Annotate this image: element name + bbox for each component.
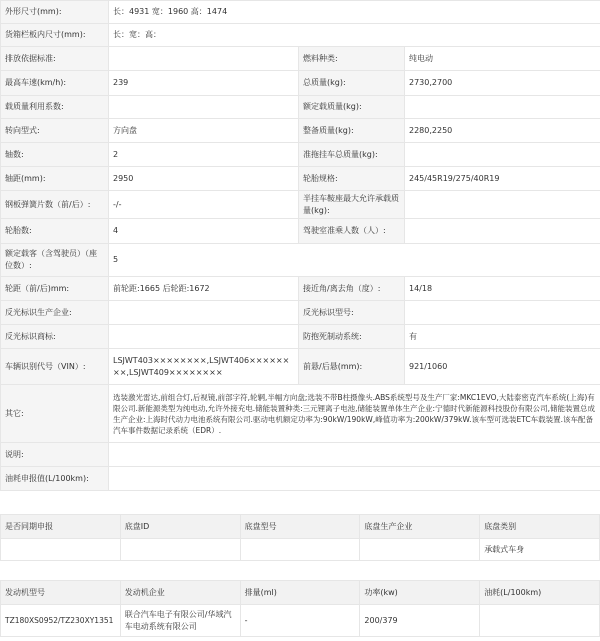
- spec-row: [1, 1, 600, 24]
- overhang-value: 921/1060: [405, 349, 600, 385]
- fuel-type-value: 纯电动: [405, 47, 600, 71]
- fuel-consumption-label: 油耗申报值(L/100km):: [1, 467, 109, 491]
- chassis-header-cell: 是否同期申报: [1, 515, 121, 539]
- reflector-maker-label: 反光标识生产企业:: [1, 301, 109, 325]
- engine-cell: TZ180XS0952/TZ230XY1351: [1, 605, 121, 637]
- semi-trailer-saddle-value: [405, 191, 600, 219]
- spec-row: [1, 301, 600, 325]
- spec-row: [1, 219, 600, 244]
- spec-row: [1, 167, 600, 191]
- exterior-size-value: 长：4931 宽：1960 高：1474: [109, 1, 600, 24]
- wheelbase-value: 2950: [109, 167, 299, 191]
- spec-row: [1, 277, 600, 301]
- reflector-brand-value: [109, 325, 299, 349]
- cab-passengers-value: [405, 219, 600, 244]
- exterior-size-label: 外形尺寸(mm):: [1, 1, 109, 24]
- approach-angle-label: 接近角/离去角（度）:: [299, 277, 405, 301]
- spec-row: [1, 71, 600, 96]
- cargo-box-size-label: 货箱栏板内尺寸(mm):: [1, 24, 109, 47]
- notes-label: 说明:: [1, 443, 109, 467]
- fuel-type-label: 燃料种类:: [299, 47, 405, 71]
- reflector-model-value: [405, 301, 600, 325]
- engine-data-row: [1, 605, 600, 637]
- reflector-brand-label: 反光标识商标:: [1, 325, 109, 349]
- rated-passengers-label: 额定载客（含驾驶员）（座位数）:: [1, 244, 109, 277]
- chassis-cell: [1, 539, 121, 561]
- spec-row: [1, 385, 600, 443]
- trailer-mass-value: [405, 143, 600, 167]
- wheelbase-label: 轴距(mm):: [1, 167, 109, 191]
- spec-row: [1, 143, 600, 167]
- tire-spec-value: 245/45R19/275/40R19: [405, 167, 600, 191]
- cargo-box-size-value: 长：宽：高：: [109, 24, 600, 47]
- vin-value: LSJWT403××××××××,LSJWT406××××××××,LSJWT409××××××××: [109, 349, 299, 385]
- steering-value: 方向盘: [109, 119, 299, 143]
- chassis-header-row: [1, 515, 600, 539]
- engine-cell: 200/379: [360, 605, 480, 637]
- curb-mass-value: 2280,2250: [405, 119, 600, 143]
- steering-label: 转向型式:: [1, 119, 109, 143]
- leaf-springs-value: -/-: [109, 191, 299, 219]
- spec-row: [1, 119, 600, 143]
- chassis-header-cell: 底盘类别: [480, 515, 600, 539]
- emission-standard-value: [109, 47, 299, 71]
- spec-row: [1, 244, 600, 277]
- other-label: 其它:: [1, 385, 109, 443]
- engine-header-cell: 发动机型号: [1, 581, 121, 605]
- vin-label: 车辆识别代号（VIN）:: [1, 349, 109, 385]
- chassis-cell: [240, 539, 360, 561]
- spec-row: [1, 24, 600, 47]
- engine-cell: -: [240, 605, 360, 637]
- chassis-table: [0, 514, 600, 561]
- max-speed-label: 最高车速(km/h):: [1, 71, 109, 96]
- spec-row: [1, 467, 600, 491]
- spec-row: [1, 191, 600, 219]
- gross-mass-label: 总质量(kg):: [299, 71, 405, 96]
- abs-value: 有: [405, 325, 600, 349]
- engine-table: [0, 580, 600, 637]
- rated-load-value: [405, 96, 600, 119]
- track-label: 轮距（前/后)mm:: [1, 277, 109, 301]
- max-speed-value: 239: [109, 71, 299, 96]
- rated-passengers-value: 5: [109, 244, 600, 277]
- load-utilization-value: [109, 96, 299, 119]
- tire-count-value: 4: [109, 219, 299, 244]
- spec-row: [1, 47, 600, 71]
- leaf-springs-label: 钢板弹簧片数（前/后）:: [1, 191, 109, 219]
- notes-value: [109, 443, 600, 467]
- engine-cell: 联合汽车电子有限公司/华域汽车电动系统有限公司: [120, 605, 240, 637]
- reflector-model-label: 反光标识型号:: [299, 301, 405, 325]
- chassis-header-cell: 底盘型号: [240, 515, 360, 539]
- semi-trailer-saddle-label: 半挂车鞍座最大允许承载质量(kg):: [299, 191, 405, 219]
- chassis-cell: [360, 539, 480, 561]
- chassis-data-row: [1, 539, 600, 561]
- fuel-consumption-value: [109, 467, 600, 491]
- spec-row: [1, 349, 600, 385]
- emission-standard-label: 排放依据标准:: [1, 47, 109, 71]
- engine-header-cell: 油耗(L/100km): [480, 581, 600, 605]
- other-value: 选装激光雷达,前组合灯,后视镜,前部字符,轮辋,半幅方向盘;选装不带B柱摄像头.ABS系统型号及生产厂家:MKC1EVO,大陆泰密克汽车系统(上海)有限公司.新能源类型为纯电动,允许外接充电.储能装置种类:三元锂离子电池,储能装置单体生产企业:宁德时代新能源科技股份有限公司,储能装置总成生产企业:上海时代动力电池系统有限公司.驱动电机额定功率为:90kW/190kW,峰值功率为:200kW/379kW.该车型可选装ETC车载装置.该车配备汽车事件数据记录系统（EDR）.: [109, 385, 600, 443]
- reflector-maker-value: [109, 301, 299, 325]
- overhang-label: 前悬/后悬(mm):: [299, 349, 405, 385]
- trailer-mass-label: 准拖挂车总质量(kg):: [299, 143, 405, 167]
- cab-passengers-label: 驾驶室准乘人数（人）:: [299, 219, 405, 244]
- engine-header-cell: 发动机企业: [120, 581, 240, 605]
- axle-count-label: 轴数:: [1, 143, 109, 167]
- rated-load-label: 额定载质量(kg):: [299, 96, 405, 119]
- spec-row: [1, 96, 600, 119]
- load-utilization-label: 载质量利用系数:: [1, 96, 109, 119]
- tire-count-label: 轮胎数:: [1, 219, 109, 244]
- engine-cell: [480, 605, 600, 637]
- approach-angle-value: 14/18: [405, 277, 600, 301]
- engine-header-row: [1, 581, 600, 605]
- chassis-header-cell: 底盘ID: [120, 515, 240, 539]
- abs-label: 防抱死制动系统:: [299, 325, 405, 349]
- engine-header-cell: 功率(kw): [360, 581, 480, 605]
- tire-spec-label: 轮胎规格:: [299, 167, 405, 191]
- chassis-cell: 承载式车身: [480, 539, 600, 561]
- curb-mass-label: 整备质量(kg):: [299, 119, 405, 143]
- spec-row: [1, 325, 600, 349]
- gross-mass-value: 2730,2700: [405, 71, 600, 96]
- spec-row: [1, 443, 600, 467]
- track-value: 前轮距:1665 后轮距:1672: [109, 277, 299, 301]
- axle-count-value: 2: [109, 143, 299, 167]
- chassis-header-cell: 底盘生产企业: [360, 515, 480, 539]
- engine-header-cell: 排量(ml): [240, 581, 360, 605]
- chassis-cell: [120, 539, 240, 561]
